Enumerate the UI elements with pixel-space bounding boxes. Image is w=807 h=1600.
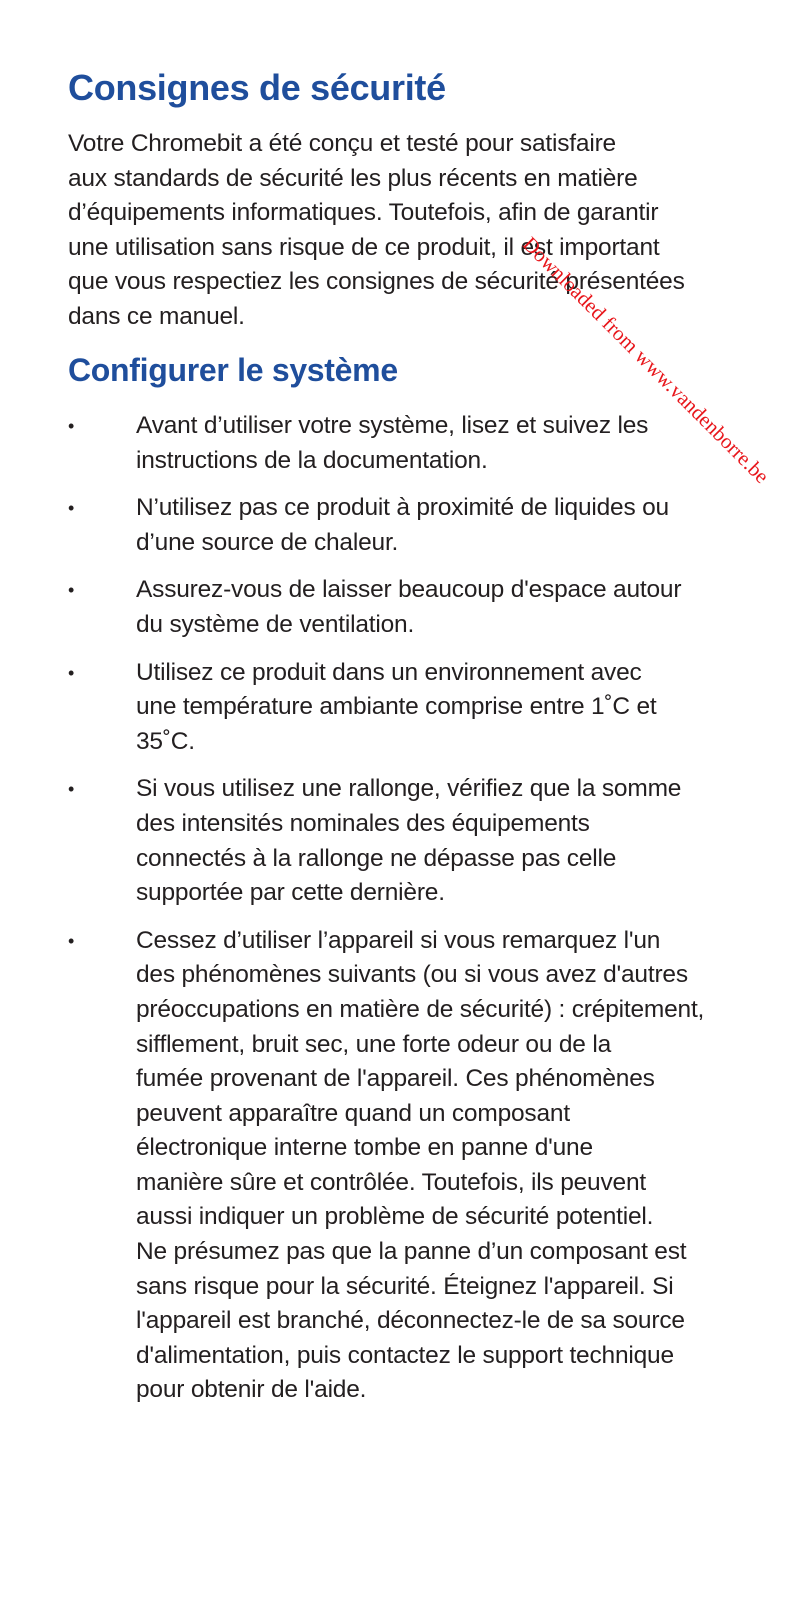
bullet-line: supportée par cette dernière.: [136, 879, 445, 907]
bullet-line: des intensités nominales des équipements: [136, 809, 590, 837]
bullet-line: peuvent apparaître quand un composant: [136, 1099, 570, 1127]
bullet-line: électronique interne tombe en panne d'une: [136, 1134, 593, 1162]
bullet-line: manière sûre et contrôlée. Toutefois, ils peuvent: [136, 1168, 646, 1196]
bullet-line: d'alimentation, puis contactez le support technique: [136, 1341, 674, 1369]
bullet-line: 35˚C.: [136, 727, 195, 755]
watermark-text: Downloaded from www.vandenborre.be: [518, 232, 775, 488]
bullet-symbol: •: [68, 580, 75, 601]
page-title: Consignes de sécurité: [68, 67, 446, 108]
bullet-item: [68, 656, 738, 760]
bullet-symbol: •: [68, 498, 75, 519]
bullet-line: pour obtenir de l'aide.: [136, 1376, 367, 1404]
intro-line: que vous respectiez les consignes de sécurité présentées: [68, 268, 685, 296]
bullet-line: une température ambiante comprise entre 1˚C et: [136, 693, 657, 721]
bullet-symbol: •: [68, 779, 75, 800]
bullet-line: Assurez-vous de laisser beaucoup d'espace autour: [136, 576, 682, 604]
bullet-item: [68, 772, 738, 910]
bullet-line: préoccupations en matière de sécurité) : crépitement,: [136, 995, 705, 1023]
bullet-line: sifflement, bruit sec, une forte odeur ou de la: [136, 1030, 611, 1058]
bullet-item: [68, 573, 738, 642]
section-title: Configurer le système: [68, 352, 398, 388]
bullet-line: du système de ventilation.: [136, 610, 415, 638]
bullet-line: Utilisez ce produit dans un environnement avec: [136, 658, 642, 686]
bullet-line: fumée provenant de l'appareil. Ces phénomènes: [136, 1065, 655, 1093]
safety-bullet-list: [68, 409, 738, 1421]
bullet-line: d’une source de chaleur.: [136, 528, 399, 556]
bullet-line: connectés à la rallonge ne dépasse pas celle: [136, 844, 617, 872]
bullet-line: Avant d’utiliser votre système, lisez et suivez les: [136, 412, 649, 439]
intro-line: aux standards de sécurité les plus récents en matière: [68, 164, 638, 192]
intro-line: d’équipements informatiques. Toutefois, afin de garantir: [68, 199, 659, 227]
bullet-symbol: •: [68, 416, 75, 436]
bullet-item: [68, 924, 738, 1408]
bullet-line: Ne présumez pas que la panne d’un composant est: [136, 1238, 687, 1266]
bullet-line: Si vous utilisez une rallonge, vérifiez que la somme: [136, 775, 682, 803]
bullet-line: des phénomènes suivants (ou si vous avez d'autres: [136, 961, 688, 989]
bullet-symbol: •: [68, 662, 75, 683]
intro-line: une utilisation sans risque de ce produit, il est important: [68, 233, 660, 261]
intro-paragraph: [68, 127, 738, 335]
bullet-line: N’utilisez pas ce produit à proximité de liquides ou: [136, 494, 669, 522]
intro-line: Votre Chromebit a été conçu et testé pour satisfaire: [68, 130, 616, 157]
bullet-line: l'appareil est branché, déconnectez-le de sa source: [136, 1307, 685, 1335]
bullet-item: [68, 409, 738, 478]
bullet-line: aussi indiquer un problème de sécurité potentiel.: [136, 1203, 654, 1231]
intro-line: dans ce manuel.: [68, 302, 245, 330]
bullet-line: sans risque pour la sécurité. Éteignez l'appareil. Si: [136, 1272, 674, 1300]
bullet-symbol: •: [68, 930, 75, 951]
bullet-line: instructions de la documentation.: [136, 446, 488, 474]
bullet-item: [68, 491, 738, 560]
bullet-line: Cessez d’utiliser l’appareil si vous remarquez l'un: [136, 926, 661, 954]
